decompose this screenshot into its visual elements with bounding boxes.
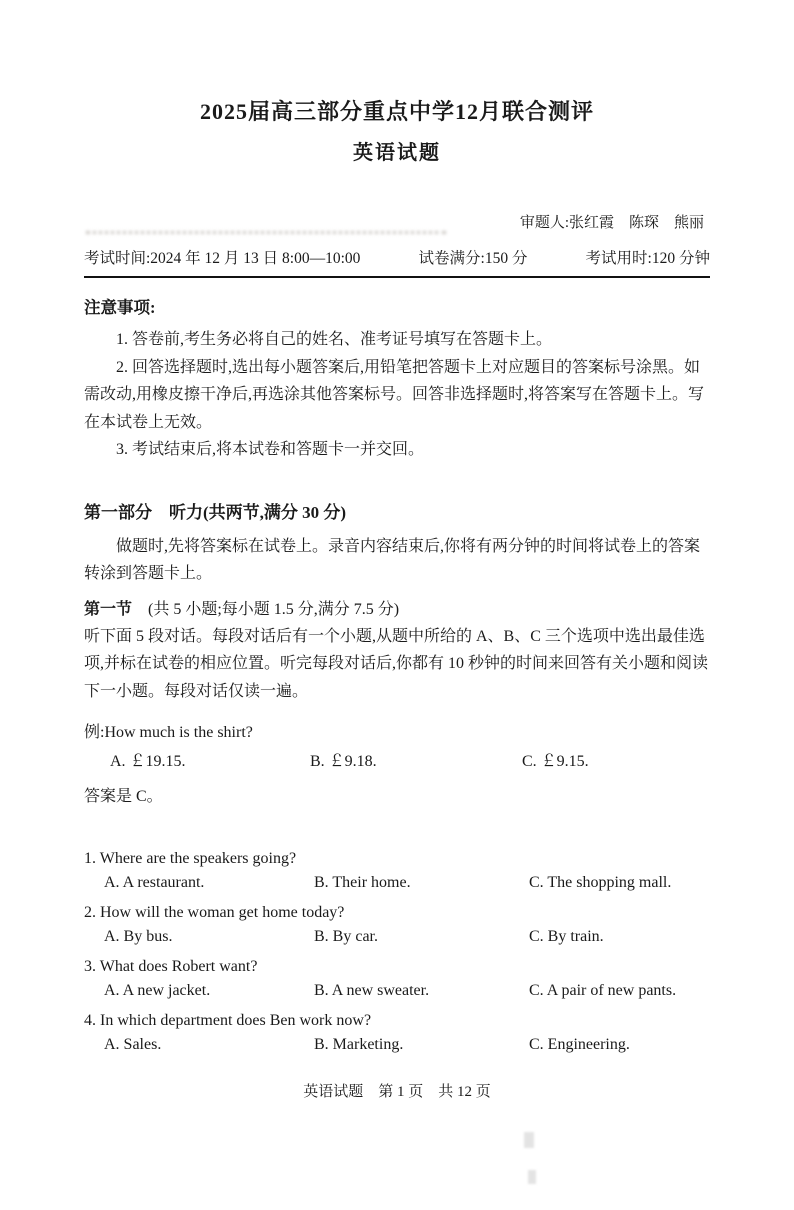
part1-heading: 第一部分 听力(共两节,满分 30 分) [84, 502, 347, 522]
question-3-text: 3. What does Robert want? [84, 958, 258, 976]
page-title: 2025届高三部分重点中学12月联合测评 [199, 99, 594, 124]
question-1-options [84, 874, 710, 892]
question-3-option-a: A. A new jacket. [104, 982, 211, 1000]
question-4-option-a: A. Sales. [104, 1036, 162, 1054]
exam-info-block [84, 211, 710, 268]
question-3-option-c: C. A pair of new pants. [529, 982, 677, 1000]
example-answer: 答案是 C。 [84, 788, 163, 806]
question-2-options [84, 928, 710, 946]
question-4-option-b: B. Marketing. [314, 1036, 404, 1054]
example-option-c: C. ￡9.15. [522, 753, 589, 771]
page-subtitle: 英语试题 [353, 142, 441, 164]
question-list [84, 850, 710, 1054]
section1-label: 第一节 [84, 600, 133, 618]
scan-smudge-line [86, 231, 446, 239]
question-4-text: 4. In which department does Ben work now? [84, 1012, 372, 1030]
exam-full-score: 试卷满分:150 分 [418, 250, 528, 267]
part1-intro: 做题时,先将答案标在试卷上。录音内容结束后,你将有两分钟的时间将试卷上的答案转涂到答题卡上。 [84, 537, 701, 583]
example-question: 例:How much is the shirt? [84, 724, 253, 742]
example-options-row [84, 748, 710, 775]
question-4-option-c: C. Engineering. [529, 1036, 630, 1054]
example-option-a: A. ￡19.15. [110, 753, 186, 771]
question-2-option-c: C. By train. [529, 928, 604, 946]
page-footer: 英语试题 第 1 页 共 12 页 [303, 1084, 491, 1101]
scan-artifact-mark [528, 1170, 536, 1184]
exam-meta-row [84, 234, 710, 268]
section1-meta: (共 5 小题;每小题 1.5 分,满分 7.5 分) [132, 600, 400, 618]
question-3-option-b: B. A new sweater. [314, 982, 430, 1000]
question-2-option-a: A. By bus. [104, 928, 173, 946]
question-2-option-b: B. By car. [314, 928, 378, 946]
exam-duration: 考试用时:120 分钟 [585, 250, 710, 267]
notice-heading: 注意事项: [84, 298, 156, 317]
horizontal-rule [84, 276, 710, 278]
question-1-option-c: C. The shopping mall. [529, 874, 672, 892]
question-2-text: 2. How will the woman get home today? [84, 904, 345, 922]
scan-artifact-mark [524, 1132, 534, 1148]
section1-intro: 听下面 5 段对话。每段对话后有一个小题,从题中所给的 A、B、C 三个选项中选出最佳选项,并标在试卷的相应位置。听完每段对话后,你都有 10 秒钟的时间来回答有关小题和阅读下一小题。每段对话仅读一遍。 [84, 627, 709, 700]
example-option-b: B. ￡9.18. [310, 753, 377, 771]
exam-time: 考试时间:2024 年 12 月 13 日 8:00—10:00 [84, 250, 361, 267]
notice-item-1: 1. 答卷前,考生务必将自己的姓名、准考证号填写在答题卡上。 [116, 331, 553, 348]
question-3-options [84, 982, 710, 1000]
question-1-text: 1. Where are the speakers going? [84, 850, 297, 868]
reviewers-line: 审题人:张红霞 陈琛 熊丽 [519, 215, 704, 231]
notice-item-3: 3. 考试结束后,将本试卷和答题卡一并交回。 [116, 441, 425, 459]
notice-item-2: 2. 回答选择题时,选出每小题答案后,用铅笔把答题卡上对应题目的答案标号涂黑。如需改动,用橡皮擦干净后,再选涂其他答案标号。回答非选择题时,将答案写在答题卡上。写在本试卷上无效。 [84, 358, 705, 431]
question-1-option-b: B. Their home. [314, 874, 411, 892]
question-4-options [84, 1036, 710, 1054]
section1-heading [84, 596, 710, 619]
question-1-option-a: A. A restaurant. [104, 874, 205, 892]
